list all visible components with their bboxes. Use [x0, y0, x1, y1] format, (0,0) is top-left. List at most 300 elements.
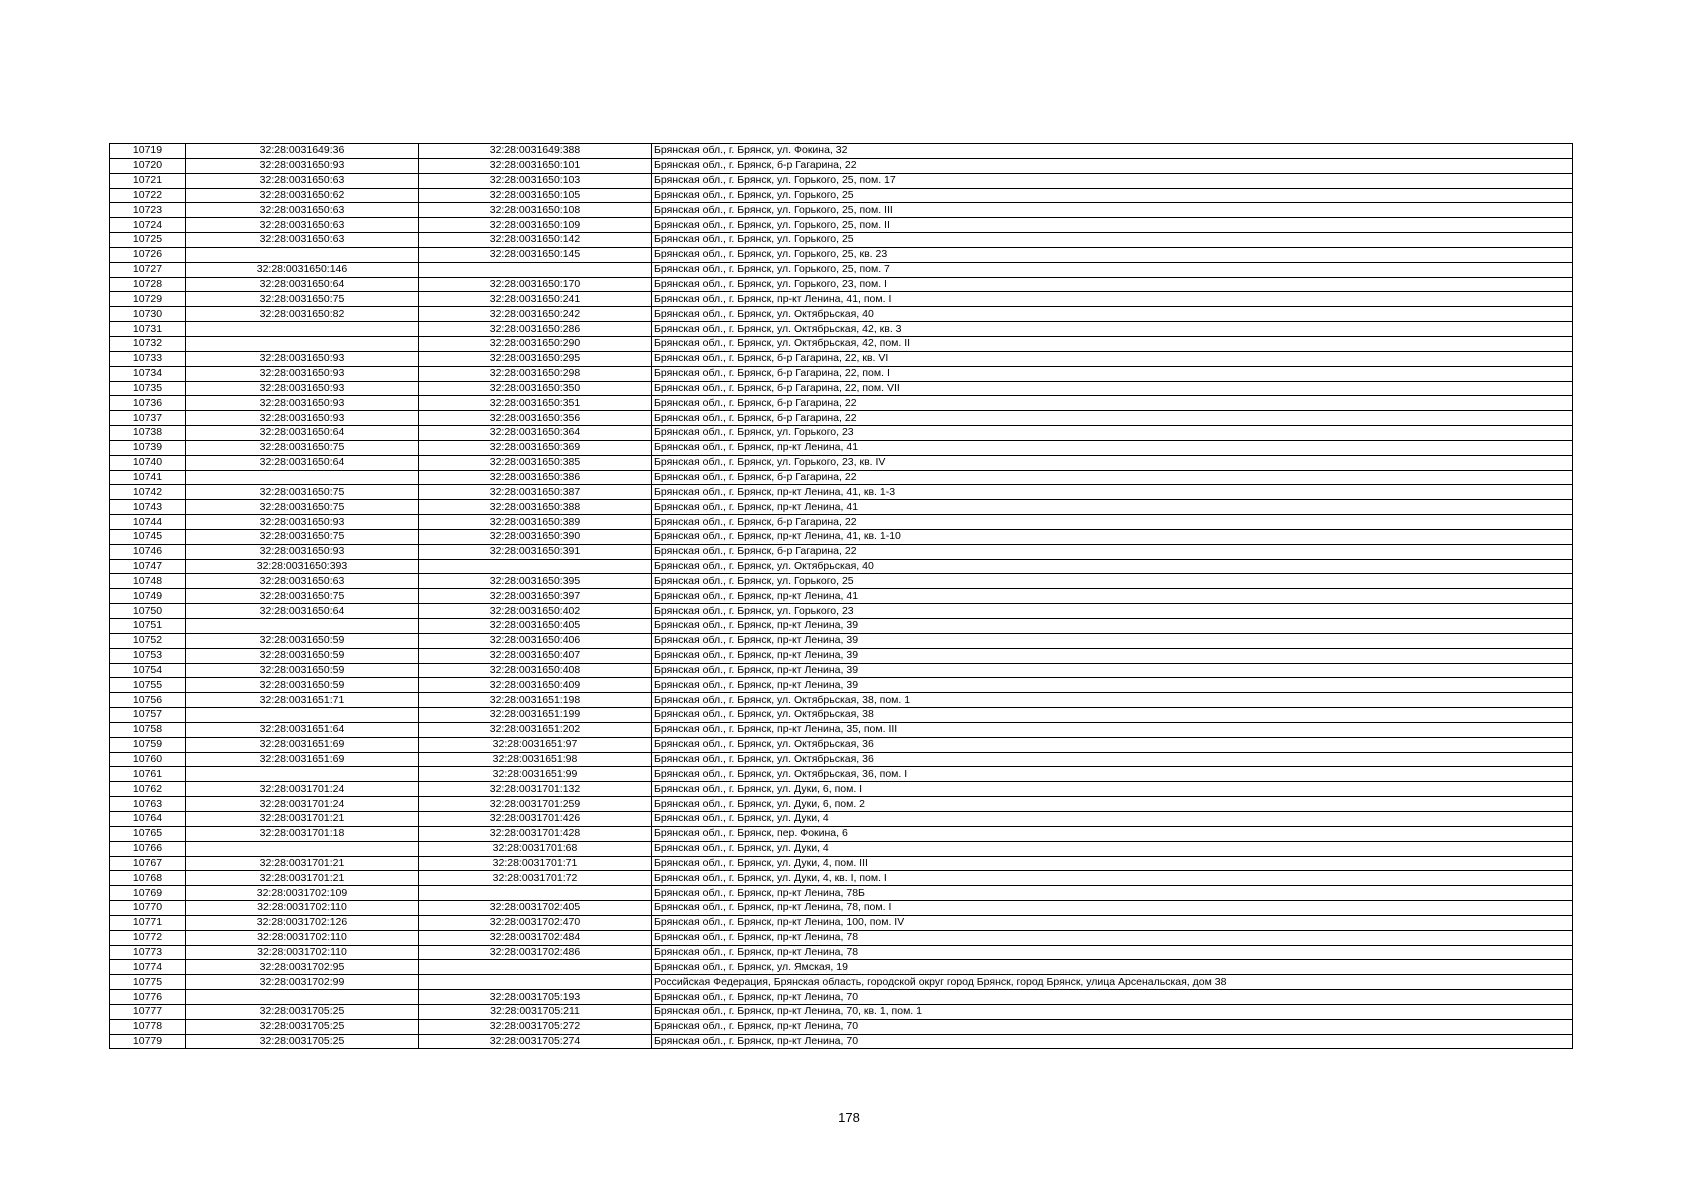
table-row: [110, 960, 1573, 975]
address-cell: Брянская обл., г. Брянск, ул. Горького, 25, пом. 17: [652, 173, 1573, 188]
parent-cadastral-number-cell: 32:28:0031705:25: [186, 1004, 419, 1019]
parent-cadastral-number-cell: 32:28:0031650:75: [186, 292, 419, 307]
table-row: [110, 797, 1573, 812]
row-number-cell: 10768: [110, 871, 186, 886]
parent-cadastral-number-cell: 32:28:0031650:93: [186, 515, 419, 530]
parent-cadastral-number-cell: 32:28:0031650:59: [186, 678, 419, 693]
row-number-cell: 10760: [110, 752, 186, 767]
parent-cadastral-number-cell: 32:28:0031650:64: [186, 604, 419, 619]
cadastral-number-cell: 32:28:0031705:274: [419, 1034, 652, 1049]
table-row: [110, 559, 1573, 574]
parent-cadastral-number-cell: 32:28:0031650:63: [186, 218, 419, 233]
address-cell: Брянская обл., г. Брянск, пр-кт Ленина, 78: [652, 930, 1573, 945]
parent-cadastral-number-cell: 32:28:0031702:110: [186, 945, 419, 960]
cadastral-number-cell: 32:28:0031701:428: [419, 826, 652, 841]
table-row: [110, 856, 1573, 871]
row-number-cell: 10720: [110, 158, 186, 173]
parent-cadastral-number-cell: [186, 708, 419, 723]
cadastral-number-cell: 32:28:0031705:272: [419, 1019, 652, 1034]
table-row: [110, 544, 1573, 559]
row-number-cell: 10761: [110, 767, 186, 782]
table-row: [110, 292, 1573, 307]
parent-cadastral-number-cell: 32:28:0031650:59: [186, 663, 419, 678]
address-cell: Брянская обл., г. Брянск, б-р Гагарина, 22: [652, 396, 1573, 411]
table-row: [110, 515, 1573, 530]
address-cell: Брянская обл., г. Брянск, ул. Октябрьская, 38, пом. 1: [652, 693, 1573, 708]
cadastral-number-cell: 32:28:0031650:364: [419, 426, 652, 441]
parent-cadastral-number-cell: 32:28:0031650:393: [186, 559, 419, 574]
cadastral-number-cell: 32:28:0031650:241: [419, 292, 652, 307]
address-cell: Брянская обл., г. Брянск, ул. Октябрьская, 40: [652, 307, 1573, 322]
row-number-cell: 10728: [110, 277, 186, 292]
row-number-cell: 10757: [110, 708, 186, 723]
address-cell: Брянская обл., г. Брянск, ул. Горького, 25: [652, 188, 1573, 203]
address-cell: Брянская обл., г. Брянск, ул. Горького, 23: [652, 604, 1573, 619]
table-row: [110, 619, 1573, 634]
row-number-cell: 10767: [110, 856, 186, 871]
parent-cadastral-number-cell: [186, 247, 419, 262]
row-number-cell: 10759: [110, 737, 186, 752]
table-row: [110, 945, 1573, 960]
cadastral-number-cell: 32:28:0031702:470: [419, 915, 652, 930]
row-number-cell: 10722: [110, 188, 186, 203]
row-number-cell: 10730: [110, 307, 186, 322]
parent-cadastral-number-cell: 32:28:0031701:21: [186, 871, 419, 886]
table-row: [110, 693, 1573, 708]
address-cell: Брянская обл., г. Брянск, пр-кт Ленина, 70: [652, 1019, 1573, 1034]
parent-cadastral-number-cell: 32:28:0031650:75: [186, 485, 419, 500]
cadastral-number-cell: 32:28:0031650:290: [419, 336, 652, 351]
cadastral-number-cell: 32:28:0031651:97: [419, 737, 652, 752]
parent-cadastral-number-cell: 32:28:0031650:64: [186, 277, 419, 292]
table-row: [110, 811, 1573, 826]
cadastral-number-cell: 32:28:0031650:170: [419, 277, 652, 292]
table-row: [110, 633, 1573, 648]
parent-cadastral-number-cell: 32:28:0031650:82: [186, 307, 419, 322]
table-row: [110, 752, 1573, 767]
address-cell: Брянская обл., г. Брянск, пр-кт Ленина, 39: [652, 663, 1573, 678]
address-cell: Брянская обл., г. Брянск, пр-кт Ленина, 78, пом. I: [652, 901, 1573, 916]
table-row: [110, 737, 1573, 752]
parent-cadastral-number-cell: 32:28:0031649:36: [186, 144, 419, 159]
cadastral-number-cell: 32:28:0031651:202: [419, 722, 652, 737]
table-row: [110, 886, 1573, 901]
table-row: [110, 411, 1573, 426]
cadastral-number-cell: 32:28:0031650:295: [419, 351, 652, 366]
row-number-cell: 10751: [110, 619, 186, 634]
cadastral-number-cell: 32:28:0031651:99: [419, 767, 652, 782]
cadastral-number-cell: 32:28:0031705:193: [419, 990, 652, 1005]
table-row: [110, 144, 1573, 159]
row-number-cell: 10738: [110, 426, 186, 441]
registry-table-body: [110, 144, 1573, 1049]
cadastral-number-cell: 32:28:0031650:407: [419, 648, 652, 663]
table-row: [110, 322, 1573, 337]
address-cell: Брянская обл., г. Брянск, ул. Октябрьская, 38: [652, 708, 1573, 723]
parent-cadastral-number-cell: 32:28:0031650:93: [186, 396, 419, 411]
parent-cadastral-number-cell: [186, 322, 419, 337]
cadastral-number-cell: 32:28:0031701:72: [419, 871, 652, 886]
row-number-cell: 10769: [110, 886, 186, 901]
row-number-cell: 10731: [110, 322, 186, 337]
address-cell: Брянская обл., г. Брянск, ул. Ямская, 19: [652, 960, 1573, 975]
address-cell: Брянская обл., г. Брянск, пр-кт Ленина, 39: [652, 648, 1573, 663]
table-row: [110, 188, 1573, 203]
row-number-cell: 10725: [110, 233, 186, 248]
row-number-cell: 10729: [110, 292, 186, 307]
parent-cadastral-number-cell: 32:28:0031650:93: [186, 158, 419, 173]
address-cell: Брянская обл., г. Брянск, пр-кт Ленина, 41: [652, 589, 1573, 604]
parent-cadastral-number-cell: 32:28:0031650:75: [186, 500, 419, 515]
table-row: [110, 767, 1573, 782]
table-row: [110, 218, 1573, 233]
row-number-cell: 10777: [110, 1004, 186, 1019]
row-number-cell: 10743: [110, 500, 186, 515]
address-cell: Брянская обл., г. Брянск, б-р Гагарина, 22: [652, 411, 1573, 426]
cadastral-number-cell: 32:28:0031651:98: [419, 752, 652, 767]
table-row: [110, 500, 1573, 515]
cadastral-number-cell: 32:28:0031650:408: [419, 663, 652, 678]
row-number-cell: 10753: [110, 648, 186, 663]
address-cell: Российская Федерация, Брянская область, городской округ город Брянск, город Брянск, улица Арсенальская, дом 38: [652, 975, 1573, 990]
parent-cadastral-number-cell: 32:28:0031705:25: [186, 1034, 419, 1049]
parent-cadastral-number-cell: 32:28:0031650:75: [186, 529, 419, 544]
cadastral-number-cell: 32:28:0031705:211: [419, 1004, 652, 1019]
table-row: [110, 826, 1573, 841]
table-row: [110, 247, 1573, 262]
address-cell: Брянская обл., г. Брянск, ул. Дуки, 4, кв. I, пом. I: [652, 871, 1573, 886]
address-cell: Брянская обл., г. Брянск, ул. Октябрьская, 40: [652, 559, 1573, 574]
row-number-cell: 10744: [110, 515, 186, 530]
cadastral-number-cell: 32:28:0031650:108: [419, 203, 652, 218]
row-number-cell: 10758: [110, 722, 186, 737]
cadastral-number-cell: [419, 960, 652, 975]
address-cell: Брянская обл., г. Брянск, ул. Дуки, 4: [652, 841, 1573, 856]
parent-cadastral-number-cell: 32:28:0031650:75: [186, 440, 419, 455]
row-number-cell: 10774: [110, 960, 186, 975]
address-cell: Брянская обл., г. Брянск, ул. Горького, 25, пом. 7: [652, 262, 1573, 277]
cadastral-number-cell: 32:28:0031702:484: [419, 930, 652, 945]
table-row: [110, 841, 1573, 856]
address-cell: Брянская обл., г. Брянск, ул. Октябрьская, 36, пом. I: [652, 767, 1573, 782]
cadastral-number-cell: 32:28:0031650:109: [419, 218, 652, 233]
row-number-cell: 10766: [110, 841, 186, 856]
parent-cadastral-number-cell: 32:28:0031650:62: [186, 188, 419, 203]
address-cell: Брянская обл., г. Брянск, ул. Октябрьская, 42, кв. 3: [652, 322, 1573, 337]
cadastral-number-cell: 32:28:0031650:351: [419, 396, 652, 411]
address-cell: Брянская обл., г. Брянск, ул. Горького, 25, пом. II: [652, 218, 1573, 233]
parent-cadastral-number-cell: 32:28:0031702:109: [186, 886, 419, 901]
address-cell: Брянская обл., г. Брянск, пр-кт Ленина, 41, кв. 1-3: [652, 485, 1573, 500]
cadastral-number-cell: 32:28:0031701:426: [419, 811, 652, 826]
cadastral-number-cell: [419, 262, 652, 277]
cadastral-number-cell: 32:28:0031650:142: [419, 233, 652, 248]
table-row: [110, 203, 1573, 218]
cadastral-number-cell: 32:28:0031650:350: [419, 381, 652, 396]
table-row: [110, 277, 1573, 292]
row-number-cell: 10773: [110, 945, 186, 960]
table-row: [110, 366, 1573, 381]
row-number-cell: 10737: [110, 411, 186, 426]
row-number-cell: 10741: [110, 470, 186, 485]
address-cell: Брянская обл., г. Брянск, ул. Октябрьская, 36: [652, 752, 1573, 767]
cadastral-number-cell: 32:28:0031650:369: [419, 440, 652, 455]
parent-cadastral-number-cell: 32:28:0031705:25: [186, 1019, 419, 1034]
cadastral-number-cell: 32:28:0031650:286: [419, 322, 652, 337]
table-row: [110, 604, 1573, 619]
cadastral-number-cell: 32:28:0031650:386: [419, 470, 652, 485]
cadastral-number-cell: 32:28:0031651:199: [419, 708, 652, 723]
address-cell: Брянская обл., г. Брянск, пр-кт Ленина, 70: [652, 990, 1573, 1005]
cadastral-number-cell: 32:28:0031650:356: [419, 411, 652, 426]
parent-cadastral-number-cell: 32:28:0031651:69: [186, 752, 419, 767]
parent-cadastral-number-cell: 32:28:0031701:18: [186, 826, 419, 841]
cadastral-number-cell: 32:28:0031650:389: [419, 515, 652, 530]
parent-cadastral-number-cell: 32:28:0031651:69: [186, 737, 419, 752]
table-row: [110, 648, 1573, 663]
row-number-cell: 10764: [110, 811, 186, 826]
address-cell: Брянская обл., г. Брянск, ул. Горького, 25, кв. 23: [652, 247, 1573, 262]
table-row: [110, 975, 1573, 990]
cadastral-number-cell: 32:28:0031649:388: [419, 144, 652, 159]
address-cell: Брянская обл., г. Брянск, б-р Гагарина, 22, кв. VI: [652, 351, 1573, 366]
parent-cadastral-number-cell: 32:28:0031650:93: [186, 366, 419, 381]
table-row: [110, 485, 1573, 500]
cadastral-number-cell: 32:28:0031650:397: [419, 589, 652, 604]
cadastral-number-cell: [419, 559, 652, 574]
parent-cadastral-number-cell: 32:28:0031651:71: [186, 693, 419, 708]
parent-cadastral-number-cell: 32:28:0031702:99: [186, 975, 419, 990]
row-number-cell: 10749: [110, 589, 186, 604]
cadastral-number-cell: 32:28:0031650:298: [419, 366, 652, 381]
address-cell: Брянская обл., г. Брянск, пр-кт Ленина, 39: [652, 678, 1573, 693]
table-row: [110, 455, 1573, 470]
cadastral-number-cell: 32:28:0031650:409: [419, 678, 652, 693]
parent-cadastral-number-cell: 32:28:0031650:93: [186, 351, 419, 366]
address-cell: Брянская обл., г. Брянск, пр-кт Ленина, 70: [652, 1034, 1573, 1049]
row-number-cell: 10747: [110, 559, 186, 574]
row-number-cell: 10755: [110, 678, 186, 693]
address-cell: Брянская обл., г. Брянск, ул. Дуки, 6, пом. 2: [652, 797, 1573, 812]
cadastral-number-cell: 32:28:0031650:101: [419, 158, 652, 173]
address-cell: Брянская обл., г. Брянск, ул. Горького, 25: [652, 574, 1573, 589]
table-row: [110, 990, 1573, 1005]
parent-cadastral-number-cell: 32:28:0031702:95: [186, 960, 419, 975]
address-cell: Брянская обл., г. Брянск, б-р Гагарина, 22: [652, 515, 1573, 530]
address-cell: Брянская обл., г. Брянск, ул. Октябрьская, 42, пом. II: [652, 336, 1573, 351]
row-number-cell: 10754: [110, 663, 186, 678]
address-cell: Брянская обл., г. Брянск, ул. Дуки, 6, пом. I: [652, 782, 1573, 797]
cadastral-number-cell: 32:28:0031650:242: [419, 307, 652, 322]
row-number-cell: 10750: [110, 604, 186, 619]
address-cell: Брянская обл., г. Брянск, ул. Фокина, 32: [652, 144, 1573, 159]
cadastral-number-cell: 32:28:0031650:406: [419, 633, 652, 648]
address-cell: Брянская обл., г. Брянск, ул. Горького, 25: [652, 233, 1573, 248]
cadastral-number-cell: 32:28:0031650:103: [419, 173, 652, 188]
cadastral-number-cell: 32:28:0031650:385: [419, 455, 652, 470]
row-number-cell: 10779: [110, 1034, 186, 1049]
row-number-cell: 10756: [110, 693, 186, 708]
row-number-cell: 10746: [110, 544, 186, 559]
parent-cadastral-number-cell: [186, 990, 419, 1005]
table-row: [110, 262, 1573, 277]
row-number-cell: 10770: [110, 901, 186, 916]
address-cell: Брянская обл., г. Брянск, ул. Горького, 25, пом. III: [652, 203, 1573, 218]
parent-cadastral-number-cell: [186, 841, 419, 856]
address-cell: Брянская обл., г. Брянск, б-р Гагарина, 22, пом. VII: [652, 381, 1573, 396]
address-cell: Брянская обл., г. Брянск, пр-кт Ленина, 41, кв. 1-10: [652, 529, 1573, 544]
cadastral-number-cell: 32:28:0031651:198: [419, 693, 652, 708]
parent-cadastral-number-cell: [186, 619, 419, 634]
cadastral-number-cell: 32:28:0031701:132: [419, 782, 652, 797]
parent-cadastral-number-cell: 32:28:0031650:59: [186, 633, 419, 648]
table-row: [110, 589, 1573, 604]
row-number-cell: 10719: [110, 144, 186, 159]
row-number-cell: 10748: [110, 574, 186, 589]
parent-cadastral-number-cell: 32:28:0031650:63: [186, 574, 419, 589]
address-cell: Брянская обл., г. Брянск, ул. Горького, 23, кв. IV: [652, 455, 1573, 470]
cadastral-number-cell: 32:28:0031650:388: [419, 500, 652, 515]
parent-cadastral-number-cell: 32:28:0031701:21: [186, 856, 419, 871]
cadastral-number-cell: 32:28:0031650:145: [419, 247, 652, 262]
table-row: [110, 871, 1573, 886]
cadastral-number-cell: 32:28:0031702:405: [419, 901, 652, 916]
table-row: [110, 574, 1573, 589]
parent-cadastral-number-cell: 32:28:0031701:21: [186, 811, 419, 826]
table-row: [110, 233, 1573, 248]
table-row: [110, 782, 1573, 797]
row-number-cell: 10736: [110, 396, 186, 411]
table-row: [110, 1034, 1573, 1049]
cadastral-number-cell: [419, 886, 652, 901]
table-row: [110, 426, 1573, 441]
cadastral-number-cell: 32:28:0031702:486: [419, 945, 652, 960]
registry-table: [109, 143, 1573, 1049]
address-cell: Брянская обл., г. Брянск, б-р Гагарина, 22, пом. I: [652, 366, 1573, 381]
table-row: [110, 529, 1573, 544]
parent-cadastral-number-cell: [186, 336, 419, 351]
table-row: [110, 173, 1573, 188]
address-cell: Брянская обл., г. Брянск, пер. Фокина, 6: [652, 826, 1573, 841]
table-row: [110, 396, 1573, 411]
address-cell: Брянская обл., г. Брянск, ул. Октябрьская, 36: [652, 737, 1573, 752]
parent-cadastral-number-cell: 32:28:0031650:63: [186, 173, 419, 188]
table-row: [110, 440, 1573, 455]
table-row: [110, 158, 1573, 173]
address-cell: Брянская обл., г. Брянск, б-р Гагарина, 22: [652, 470, 1573, 485]
cadastral-number-cell: 32:28:0031650:402: [419, 604, 652, 619]
parent-cadastral-number-cell: [186, 470, 419, 485]
row-number-cell: 10733: [110, 351, 186, 366]
parent-cadastral-number-cell: 32:28:0031650:63: [186, 233, 419, 248]
table-row: [110, 470, 1573, 485]
row-number-cell: 10771: [110, 915, 186, 930]
parent-cadastral-number-cell: 32:28:0031650:75: [186, 589, 419, 604]
cadastral-number-cell: 32:28:0031701:68: [419, 841, 652, 856]
table-row: [110, 381, 1573, 396]
parent-cadastral-number-cell: 32:28:0031702:110: [186, 930, 419, 945]
parent-cadastral-number-cell: 32:28:0031650:64: [186, 426, 419, 441]
table-row: [110, 915, 1573, 930]
parent-cadastral-number-cell: 32:28:0031702:110: [186, 901, 419, 916]
table-row: [110, 930, 1573, 945]
table-row: [110, 901, 1573, 916]
table-row: [110, 722, 1573, 737]
row-number-cell: 10734: [110, 366, 186, 381]
parent-cadastral-number-cell: 32:28:0031651:64: [186, 722, 419, 737]
row-number-cell: 10776: [110, 990, 186, 1005]
address-cell: Брянская обл., г. Брянск, пр-кт Ленина, 78: [652, 945, 1573, 960]
address-cell: Брянская обл., г. Брянск, пр-кт Ленина, 39: [652, 633, 1573, 648]
table-row: [110, 1019, 1573, 1034]
parent-cadastral-number-cell: 32:28:0031701:24: [186, 782, 419, 797]
address-cell: Брянская обл., г. Брянск, ул. Горького, 23: [652, 426, 1573, 441]
cadastral-number-cell: 32:28:0031650:391: [419, 544, 652, 559]
cadastral-number-cell: [419, 975, 652, 990]
row-number-cell: 10763: [110, 797, 186, 812]
row-number-cell: 10740: [110, 455, 186, 470]
row-number-cell: 10745: [110, 529, 186, 544]
address-cell: Брянская обл., г. Брянск, пр-кт Ленина, 41, пом. I: [652, 292, 1573, 307]
cadastral-number-cell: 32:28:0031650:387: [419, 485, 652, 500]
parent-cadastral-number-cell: 32:28:0031650:64: [186, 455, 419, 470]
address-cell: Брянская обл., г. Брянск, пр-кт Ленина, 78Б: [652, 886, 1573, 901]
table-row: [110, 307, 1573, 322]
parent-cadastral-number-cell: 32:28:0031650:63: [186, 203, 419, 218]
address-cell: Брянская обл., г. Брянск, пр-кт Ленина, 35, пом. III: [652, 722, 1573, 737]
row-number-cell: 10778: [110, 1019, 186, 1034]
table-row: [110, 663, 1573, 678]
table-row: [110, 351, 1573, 366]
row-number-cell: 10735: [110, 381, 186, 396]
address-cell: Брянская обл., г. Брянск, ул. Дуки, 4: [652, 811, 1573, 826]
row-number-cell: 10727: [110, 262, 186, 277]
table-row: [110, 1004, 1573, 1019]
row-number-cell: 10765: [110, 826, 186, 841]
row-number-cell: 10732: [110, 336, 186, 351]
table-row: [110, 708, 1573, 723]
address-cell: Брянская обл., г. Брянск, пр-кт Ленина, 41: [652, 440, 1573, 455]
cadastral-number-cell: 32:28:0031650:105: [419, 188, 652, 203]
cadastral-number-cell: 32:28:0031701:259: [419, 797, 652, 812]
row-number-cell: 10772: [110, 930, 186, 945]
row-number-cell: 10742: [110, 485, 186, 500]
parent-cadastral-number-cell: 32:28:0031702:126: [186, 915, 419, 930]
address-cell: Брянская обл., г. Брянск, б-р Гагарина, 22: [652, 544, 1573, 559]
cadastral-number-cell: 32:28:0031650:405: [419, 619, 652, 634]
address-cell: Брянская обл., г. Брянск, б-р Гагарина, 22: [652, 158, 1573, 173]
parent-cadastral-number-cell: [186, 767, 419, 782]
address-cell: Брянская обл., г. Брянск, ул. Дуки, 4, пом. III: [652, 856, 1573, 871]
row-number-cell: 10721: [110, 173, 186, 188]
table-row: [110, 336, 1573, 351]
row-number-cell: 10726: [110, 247, 186, 262]
parent-cadastral-number-cell: 32:28:0031650:59: [186, 648, 419, 663]
parent-cadastral-number-cell: 32:28:0031650:93: [186, 381, 419, 396]
table-row: [110, 678, 1573, 693]
address-cell: Брянская обл., г. Брянск, пр-кт Ленина, 70, кв. 1, пом. 1: [652, 1004, 1573, 1019]
row-number-cell: 10762: [110, 782, 186, 797]
parent-cadastral-number-cell: 32:28:0031650:93: [186, 544, 419, 559]
parent-cadastral-number-cell: 32:28:0031650:93: [186, 411, 419, 426]
cadastral-number-cell: 32:28:0031650:390: [419, 529, 652, 544]
cadastral-number-cell: 32:28:0031701:71: [419, 856, 652, 871]
parent-cadastral-number-cell: 32:28:0031701:24: [186, 797, 419, 812]
address-cell: Брянская обл., г. Брянск, ул. Горького, 23, пом. I: [652, 277, 1573, 292]
address-cell: Брянская обл., г. Брянск, пр-кт Ленина, 39: [652, 619, 1573, 634]
row-number-cell: 10739: [110, 440, 186, 455]
address-cell: Брянская обл., г. Брянск, пр-кт Ленина, 41: [652, 500, 1573, 515]
